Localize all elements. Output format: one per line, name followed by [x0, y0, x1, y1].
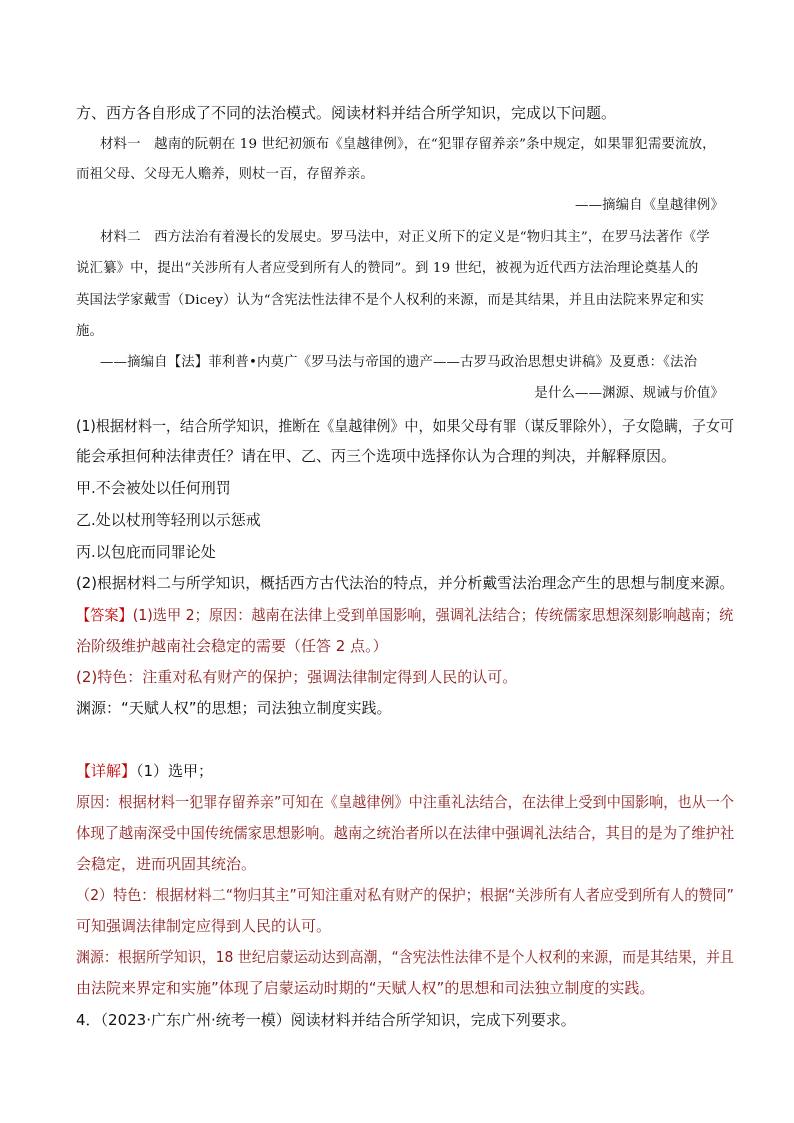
material-2-source-1: ——摘编自【法】菲利普•内莫广《罗马法与帝国的遗产——古罗马政治思想史讲稿》及夏恿：《法治: [100, 355, 698, 370]
detail-line-7: 由法院来界定和实施”体现了启蒙运动时期的“天赋人权”的思想和司法独立制度的实践。: [76, 979, 655, 997]
material-1-line-1: 材料一 越南的阮朝在 19 世纪初颁布《皇越律例》，在“犯罪存留养亲”条中规定，如果罪犯需要流放，: [100, 137, 716, 152]
intro-text: 方、西方各自形成了不同的法治模式。阅读材料并结合所学知识，完成以下问题。: [76, 104, 617, 122]
option-bing: 丙.以包庇而同罪论处: [76, 543, 216, 561]
answer-line-1: [76, 605, 733, 625]
question-1-line-2: 能会承担何种法律责任？请在甲、乙、丙三个选项中选择你认为合理的判决，并解释原因。: [76, 447, 677, 465]
material-2-line-4: 施。: [76, 324, 104, 339]
question-1-line-1: (1)根据材料一，结合所学知识，推断在《皇越律例》中，如果父母有罪（谋反罪除外），子女隐瞒，子女可: [76, 417, 735, 435]
detail-line-0: [76, 761, 213, 781]
answer-line-2: 治阶级维护越南社会稳定的需要（任答 2 点。）: [76, 637, 388, 655]
material-1-source: ——摘编自《皇越律例》: [575, 198, 724, 213]
option-yi: 乙.处以杖刑等轻刑以示惩戒: [76, 511, 261, 529]
option-jia: 甲.不会被处以任何刑罚: [76, 479, 231, 497]
detail-tag: 【详解】: [76, 762, 137, 780]
answer-text-1: (1)选甲 2；原因：越南在法律上受到单国影响，强调礼法结合；传统儒家思想深刻影响越南；统: [132, 606, 734, 624]
answer-line-3: (2)特色：注重对私有财产的保护；强调法律制定得到人民的认可。: [76, 668, 518, 686]
material-1-line-2: 而祖父母、父母无人赡养，则杖一百，存留养亲。: [76, 167, 374, 182]
answer-tag: 【答案】: [76, 606, 133, 624]
detail-line-2: 体现了越南深受中国传统儒家思想影响。越南之统治者所以在法律中强调礼法结合，其目的是为了维护社: [76, 824, 735, 842]
material-2-source-2: 是什么——渊源、规诫与价值》: [534, 386, 724, 401]
answer-line-4: 渊源：“天赋人权”的思想；司法独立制度实践。: [76, 699, 392, 717]
detail-line-6: 渊源：根据所学知识，18 世纪启蒙运动达到高潮，“含宪法性法律不是个人权利的来源，而是其结果，并且: [76, 948, 734, 966]
detail-text-0: （1）选甲；: [136, 762, 214, 780]
material-2-line-1: 材料二 西方法治有着漫长的发展史。罗马法中，对正义所下的定义是“物归其主”，在罗马法著作《学: [100, 230, 710, 245]
detail-line-4: （2）特色：根据材料二“物归其主”可知注重对私有财产的保护；根据“关涉所有人者应受到所有人的赞同”: [76, 886, 734, 904]
detail-line-1: 原因：根据材料一犯罪存留养亲”可知在《皇越律例》中注重礼法结合，在法律上受到中国影响，也从一个: [76, 793, 735, 811]
detail-line-5: 可知强调法律制定应得到人民的认可。: [76, 917, 332, 935]
next-question: 4．（2023·广东广州·统考一模）阅读材料并结合所学知识，完成下列要求。: [76, 1011, 576, 1029]
detail-line-3: 会稳定，进而巩固其统治。: [76, 855, 257, 873]
material-2-line-2: 说汇纂》中，提出“关涉所有人者应受到所有人的赞同”。到 19 世纪，被视为近代西方法治理论奠基人的: [76, 261, 699, 276]
question-2: (2)根据材料二与所学知识，概括西方古代法治的特点，并分析戴雪法治理念产生的思想与制度来源。: [76, 574, 735, 592]
material-2-line-3: 英国法学家戴雪（Dicey）认为“含宪法性法律不是个人权利的来源，而是其结果，并且由法院来界定和实: [76, 293, 704, 308]
